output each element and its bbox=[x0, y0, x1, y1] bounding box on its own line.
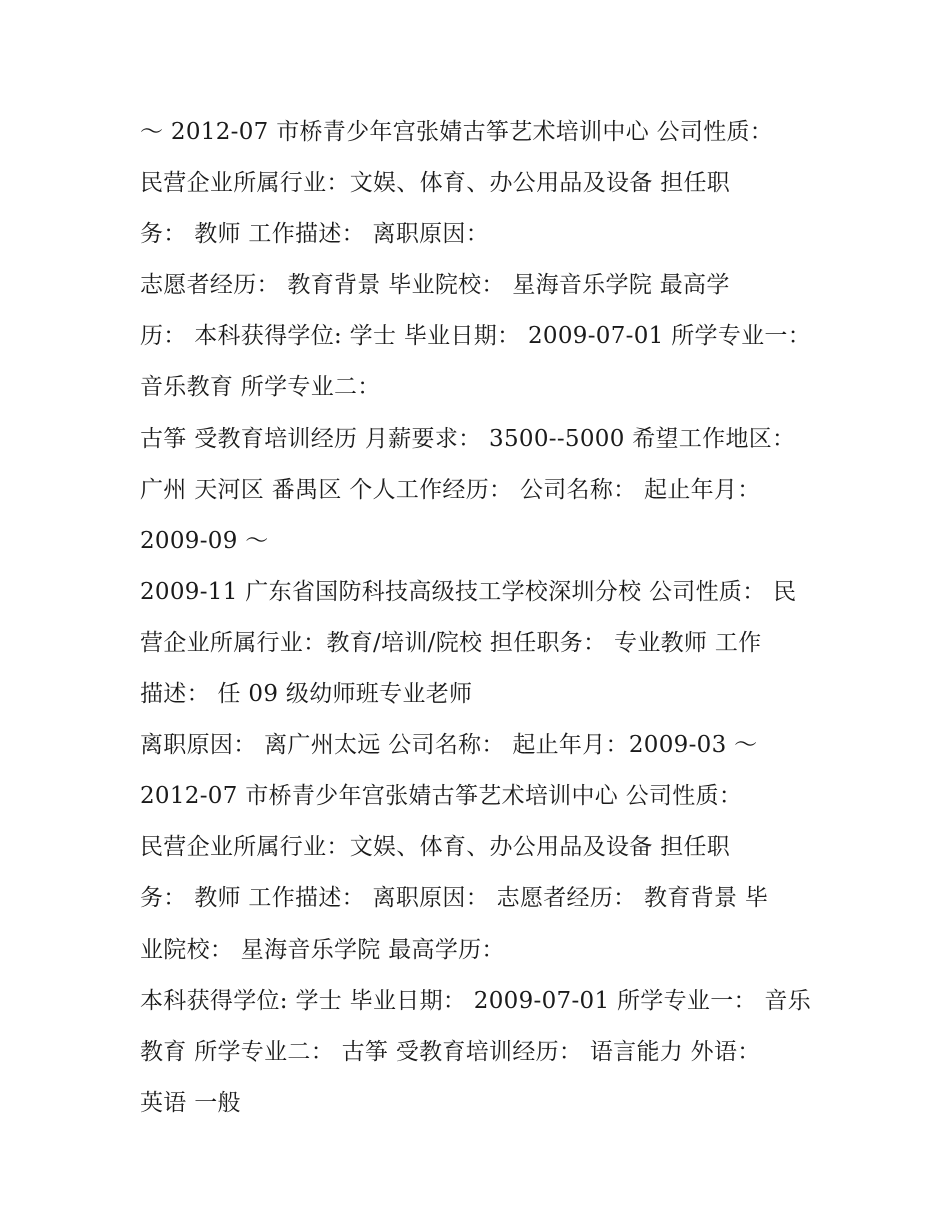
text-line: 2012-07 市桥青少年宫张婧古筝艺术培训中心 公司性质： bbox=[140, 783, 743, 810]
text-line: 务： 教师 工作描述： 离职原因： bbox=[140, 221, 490, 248]
text-line: 离职原因： 离广州太远 公司名称： 起止年月：2009-03 ～ bbox=[140, 732, 758, 759]
text-line: 务： 教师 工作描述： 离职原因： 志愿者经历： 教育背景 毕 bbox=[140, 885, 769, 912]
text-line: ～ 2012-07 市桥青少年宫张婧古筝艺术培训中心 公司性质： bbox=[140, 119, 774, 145]
text-line: 描述： 任 09 级幼师班专业老师 bbox=[140, 681, 473, 708]
text-line: 英语 一般 bbox=[140, 1089, 241, 1116]
text-line: 营企业所属行业：教育/培训/院校 担任职务： 专业教师 工作 bbox=[140, 629, 762, 656]
text-line: 2009-11 广东省国防科技高级技工学校深圳分校 公司性质： 民 bbox=[140, 578, 797, 605]
text-line: 音乐教育 所学专业二： bbox=[140, 374, 381, 401]
text-line: 民营企业所属行业：文娱、体育、办公用品及设备 担任职 bbox=[140, 834, 731, 861]
text-line: 2009-09 ～ bbox=[140, 527, 269, 554]
resume-text-block bbox=[140, 107, 830, 1129]
text-line: 本科获得学位: 学士 毕业日期： 2009-07-01 所学专业一： 音乐 bbox=[140, 987, 812, 1014]
text-line: 业院校： 星海音乐学院 最高学历： bbox=[140, 936, 505, 963]
text-line: 志愿者经历： 教育背景 毕业院校： 星海音乐学院 最高学 bbox=[140, 272, 730, 299]
text-line: 古筝 受教育培训经历 月薪要求： 3500--5000 希望工作地区： bbox=[140, 425, 796, 452]
text-line: 教育 所学专业二： 古筝 受教育培训经历： 语言能力 外语： bbox=[140, 1038, 761, 1065]
text-line: 民营企业所属行业：文娱、体育、办公用品及设备 担任职 bbox=[140, 170, 731, 197]
text-line: 历： 本科获得学位: 学士 毕业日期： 2009-07-01 所学专业一： bbox=[140, 323, 812, 350]
text-line: 广州 天河区 番禺区 个人工作经历： 公司名称： 起止年月： bbox=[140, 476, 761, 503]
